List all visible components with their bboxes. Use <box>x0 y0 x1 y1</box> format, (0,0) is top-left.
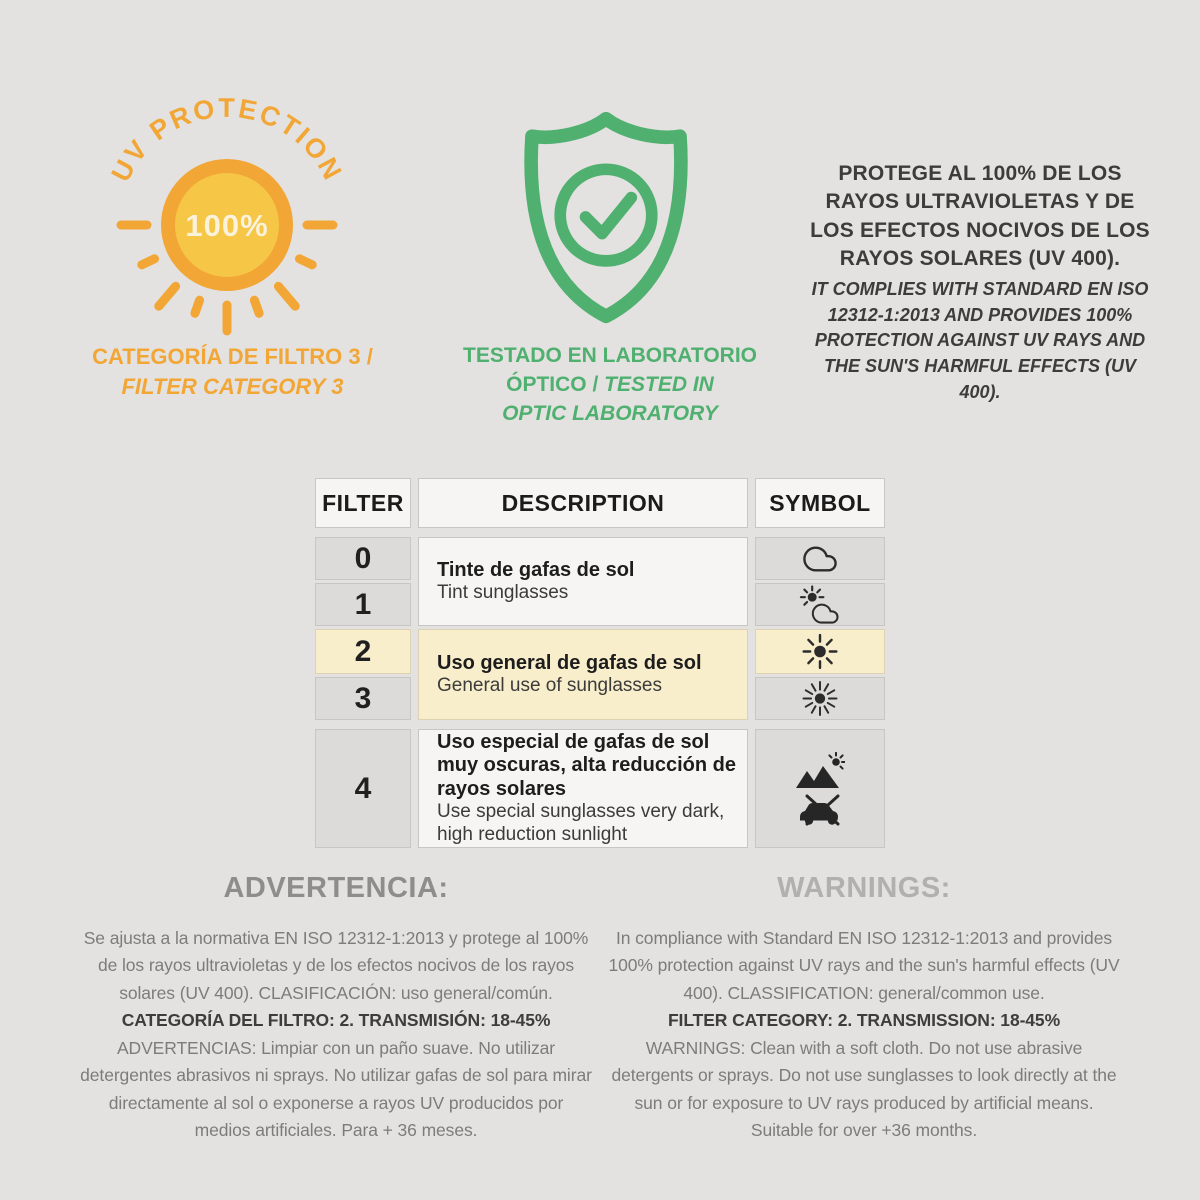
protection-statement-en: IT COMPLIES WITH STANDARD EN ISO 12312-1:2013 AND PROVIDES 100% PROTECTION AGAINST UV RAYS AND THE SUN'S HARMFUL EFFECTS (UV 400). <box>811 279 1149 402</box>
filter-category-highlight-en: FILTER CATEGORY: 2. TRANSMISSION: 18-45% <box>667 1010 1061 1031</box>
table-header-description: DESCRIPTION <box>418 478 748 528</box>
description-secondary: Use special sunglasses very dark, high reduction sunlight <box>437 801 725 845</box>
lab-tested-caption <box>458 342 762 429</box>
warnings-paragraph: ADVERTENCIAS: Limpiar con un paño suave. No utilizar detergentes abrasivos ni sprays. No utilizar gafas de sol para mirar directamente al sol o exponerse a rayos UV producidos por medios artificiales. Para + 36 meses. <box>80 1037 592 1141</box>
sun-rays-icon <box>797 630 843 673</box>
filter-0-cell: 0 <box>315 537 411 580</box>
description-secondary: General use of sunglasses <box>437 675 662 697</box>
filter-category-highlight-es: CATEGORÍA DEL FILTRO: 2. TRANSMISIÓN: 18-45% <box>121 1010 551 1031</box>
warnings-paragraph: WARNINGS: Clean with a soft cloth. Do not use abrasive detergents or sprays. Do not use sunglasses to look directly at the sun or for exposure to UV rays produced by artificial means. Suitable for over +36 months. <box>611 1037 1117 1141</box>
mountain-sun-icon <box>795 752 845 790</box>
description-cell-0-1 <box>418 537 748 626</box>
filter-category-caption-en: FILTER CATEGORY 3 <box>121 373 344 399</box>
bright-sun-icon <box>797 678 843 719</box>
description-primary: Uso general de gafas de sol <box>437 651 702 674</box>
lab-caption-line3: OPTIC LABORATORY <box>502 401 718 425</box>
filter-2-cell: 2 <box>315 629 411 674</box>
filter-3-cell: 3 <box>315 677 411 720</box>
description-primary: Uso especial de gafas de sol muy oscuras, alta reducción de rayos solares <box>437 730 736 800</box>
sun-behind-cloud-icon <box>797 584 843 625</box>
uv-protection-sun-icon <box>77 70 377 370</box>
table-header-filter: FILTER <box>315 478 411 528</box>
filter-category-caption <box>60 342 405 401</box>
filter-category-table <box>315 478 885 848</box>
warnings-heading-es: ADVERTENCIA: <box>223 872 449 904</box>
cloud-icon <box>798 542 842 576</box>
protection-statement-es: PROTEGE AL 100% DE LOS RAYOS ULTRAVIOLETAS Y DE LOS EFECTOS NOCIVOS DE LOS RAYOS SOLARES (UV 400). <box>810 162 1150 271</box>
no-driving-icon <box>793 794 847 826</box>
shield-check-icon <box>508 106 704 330</box>
uv-percent-label: 100% <box>185 208 269 243</box>
symbol-cell-3 <box>755 677 885 720</box>
symbol-cell-0 <box>755 537 885 580</box>
lab-caption-line2-en: TESTED IN <box>604 372 714 396</box>
warnings-spanish <box>80 872 592 1145</box>
protection-statement <box>810 160 1150 405</box>
uv-arc-label: UV PROTECTION <box>105 92 349 187</box>
lab-caption-line1: TESTADO EN LABORATORIO <box>463 344 757 367</box>
lab-caption-line2-es: ÓPTICO / <box>506 372 605 396</box>
warnings-paragraph: In compliance with Standard EN ISO 12312-1:2013 and provides 100% protection against UV rays and the sun's harmful effects (UV 400). CLASSIFICATION: general/common use. <box>608 928 1120 1003</box>
symbol-cell-4 <box>755 729 885 848</box>
symbol-cell-1 <box>755 583 885 626</box>
description-secondary: Tint sunglasses <box>437 582 569 604</box>
description-cell-2-3 <box>418 629 748 720</box>
filter-4-cell: 4 <box>315 729 411 848</box>
filter-category-caption-es: CATEGORÍA DE FILTRO 3 / <box>92 344 373 369</box>
description-cell-4 <box>418 729 748 848</box>
filter-1-cell: 1 <box>315 583 411 626</box>
symbol-cell-2 <box>755 629 885 674</box>
warnings-heading-en: WARNINGS: <box>777 872 951 904</box>
description-primary: Tinte de gafas de sol <box>437 558 635 581</box>
warnings-english <box>608 872 1120 1145</box>
check-icon <box>586 198 632 234</box>
warnings-paragraph: Se ajusta a la normativa EN ISO 12312-1:2013 y protege al 100% de los rayos ultravioletas y de los efectos nocivos de los rayos solares (UV 400). CLASIFICACIÓN: uso general/común. <box>83 928 589 1003</box>
table-header-symbol: SYMBOL <box>755 478 885 528</box>
